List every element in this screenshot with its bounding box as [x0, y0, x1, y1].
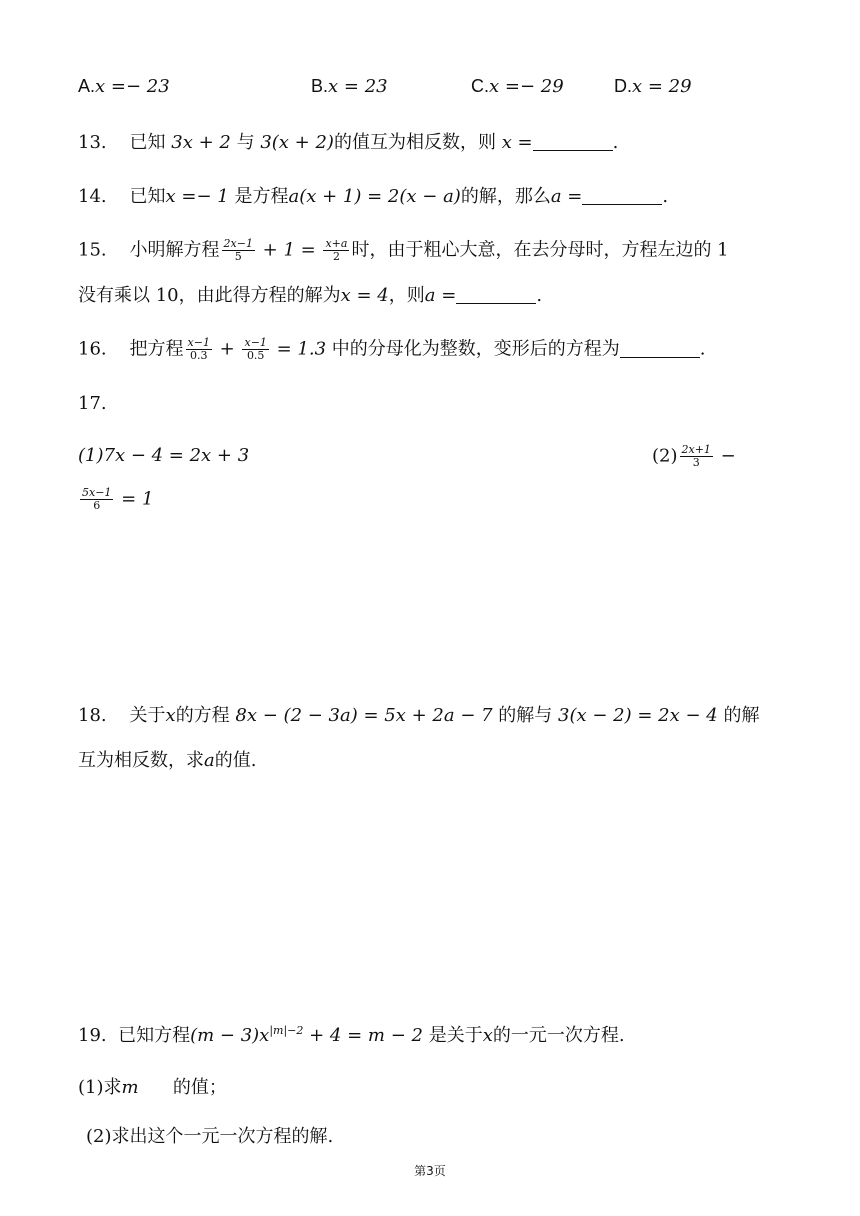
question-14-number: 14.	[78, 186, 107, 207]
question-18-line-1	[78, 704, 760, 728]
question-13-number: 13.	[78, 132, 107, 153]
q14-text-2: 是方程	[228, 186, 289, 207]
q16-fraction-2-denominator: 0.5	[246, 349, 265, 362]
q16-fraction-2-numerator: x−1	[244, 336, 267, 349]
q13-answer-blank[interactable]	[533, 132, 613, 151]
q16-plus: +	[213, 338, 241, 360]
question-17-number: 17.	[78, 393, 107, 414]
option-d-text: x = 29	[632, 76, 692, 97]
q15-fraction-2-denominator: 2	[332, 250, 340, 263]
q18-text-3: 的解与	[492, 705, 559, 726]
q15-expr: x = 4	[340, 285, 389, 306]
q16-text-2: 中的分母化为整数，变形后的方程为	[326, 338, 620, 360]
q18-line2-text-1: 互为相反数，求	[78, 750, 204, 771]
q14-expr-2: a(x + 1) = 2(x − a)	[288, 186, 461, 207]
q18-expr-2: 3(x − 2) = 2x − 4	[558, 705, 718, 726]
q15-line2-text-1: 没有乘以 10，由此得方程的解为	[78, 285, 341, 306]
q17-fraction-2	[80, 487, 113, 512]
q15-fraction-1-denominator: 5	[234, 250, 242, 263]
q19-var-m: m	[121, 1077, 139, 1098]
q16-answer-blank[interactable]	[620, 339, 700, 358]
q15-line2-text-2: ，则	[388, 285, 425, 306]
q19-text-1: 已知方程	[118, 1025, 191, 1046]
q15-expr-2: a =	[424, 285, 457, 306]
q16-equals: = 1.3	[270, 338, 327, 360]
option-a-label: A.	[78, 76, 96, 96]
q15-fraction-1	[222, 238, 255, 263]
question-14	[78, 185, 668, 209]
q19-part-1	[78, 1076, 227, 1100]
q19-exponent: |m|−2	[269, 1024, 304, 1037]
option-b	[311, 76, 388, 97]
q14-expr-3: a =	[550, 186, 583, 207]
q13-text-2: 与	[230, 132, 261, 153]
q18-expr-1: 8x − (2 − 3a) = 5x + 2a − 7	[235, 705, 493, 726]
question-15-line-2	[78, 284, 542, 308]
q16-fraction-1-numerator: x−1	[187, 336, 210, 349]
q17-part-2-label: (2)	[652, 445, 678, 467]
q16-fraction-1-denominator: 0.3	[189, 349, 208, 362]
q17-part-2-line-1	[652, 444, 736, 469]
q14-text-1: 已知	[129, 186, 166, 207]
q17-fraction-2-denominator: 6	[93, 499, 101, 512]
q14-end: .	[662, 186, 669, 207]
q18-text-1: 关于	[129, 705, 166, 726]
q15-fraction-1-numerator: 2x−1	[223, 237, 253, 250]
q19-part-1-text-2: 的值；	[138, 1077, 227, 1098]
option-c-text: x =− 29	[489, 76, 564, 97]
question-16-number: 16.	[78, 338, 107, 360]
question-17	[78, 392, 107, 416]
option-b-text: x = 23	[328, 76, 388, 97]
option-d	[614, 76, 692, 97]
q17-minus: −	[714, 445, 736, 467]
q15-text-1: 小明解方程	[129, 239, 220, 261]
q15-mid: + 1 =	[256, 239, 322, 261]
option-a	[78, 76, 170, 97]
option-d-label: D.	[614, 76, 632, 96]
q14-text-3: 的解，那么	[460, 186, 551, 207]
q19-text-3: 的一元一次方程.	[492, 1025, 625, 1046]
q19-var-x: x	[482, 1025, 493, 1046]
q17-fraction-2-numerator: 5x−1	[82, 486, 112, 499]
q18-text-4: 的解	[717, 705, 760, 726]
option-b-label: B.	[311, 76, 329, 96]
q16-end: .	[699, 338, 706, 360]
q13-end: .	[612, 132, 619, 153]
q17-part-1-equation: (1)7x − 4 = 2x + 3	[78, 445, 250, 466]
q18-var-x: x	[165, 705, 176, 726]
q13-expr-3: x =	[501, 132, 533, 153]
question-13	[78, 131, 618, 155]
q15-answer-blank[interactable]	[456, 285, 536, 304]
question-18-line-2	[78, 749, 256, 773]
q19-part-2	[86, 1125, 333, 1149]
question-15-number: 15.	[78, 239, 107, 261]
q19-expr-base: (m − 3)x	[190, 1025, 270, 1046]
question-19	[78, 1019, 625, 1048]
q15-text-2: 时，由于粗心大意，在去分母时，方程左边的 1	[351, 239, 729, 261]
q17-fraction-1-denominator: 3	[692, 456, 700, 469]
q15-fraction-2-numerator: x+a	[325, 237, 348, 250]
q13-expr-1: 3x + 2	[171, 132, 231, 153]
q17-fraction-1-numerator: 2x+1	[681, 443, 711, 456]
q16-fraction-1	[186, 337, 212, 362]
q13-text-3: 的值互为相反数，则	[333, 132, 502, 153]
q16-fraction-2	[242, 337, 268, 362]
q15-fraction-2	[323, 238, 349, 263]
q16-text-1: 把方程	[129, 338, 184, 360]
question-19-number: 19.	[78, 1025, 107, 1046]
page-footer: 第3页	[414, 1164, 446, 1178]
q17-fraction-1	[680, 444, 713, 469]
question-16	[78, 337, 706, 362]
q17-part-2-line-2	[78, 487, 153, 512]
q15-end: .	[536, 285, 543, 306]
q13-expr-2: 3(x + 2)	[260, 132, 334, 153]
q18-line2-text-2: 的值.	[214, 750, 257, 771]
option-a-text: x =− 23	[95, 76, 170, 97]
q14-answer-blank[interactable]	[582, 186, 662, 205]
option-c	[471, 76, 564, 97]
option-c-label: C.	[471, 76, 489, 96]
q19-part-2-text: (2)求出这个一元一次方程的解.	[86, 1126, 334, 1147]
q17-equals: = 1	[115, 488, 154, 510]
q17-part-1	[78, 444, 249, 468]
q19-text-2: 是关于	[422, 1025, 483, 1046]
q18-var-a: a	[204, 750, 215, 771]
question-18-number: 18.	[78, 705, 107, 726]
q19-expr-rest: + 4 = m − 2	[303, 1025, 423, 1046]
q19-part-1-text-1: (1)求	[78, 1077, 122, 1098]
q18-text-2: 的方程	[175, 705, 236, 726]
q14-expr-1: x =− 1	[165, 186, 229, 207]
question-15-line-1	[78, 238, 729, 263]
q13-text-1: 已知	[129, 132, 172, 153]
